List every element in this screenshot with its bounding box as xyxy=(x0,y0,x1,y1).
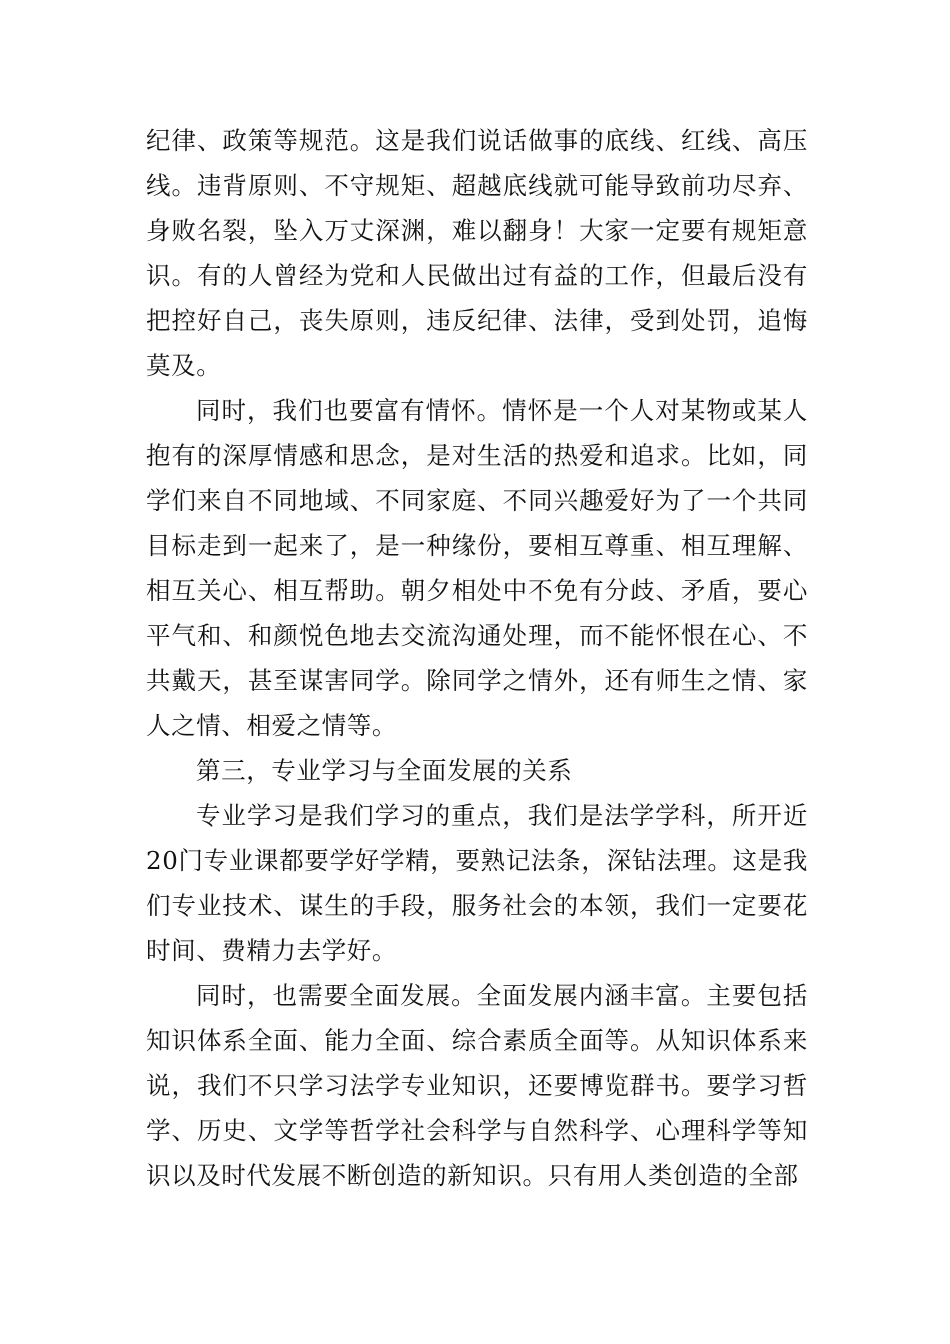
section-heading-third: 第三，专业学习与全面发展的关系 xyxy=(196,756,573,785)
paragraph-professional-study: 专业学习是我们学习的重点，我们是法学学科，所开近20门专业课都要学好学精，要熟记法条，深钻法理。这是我们专业技术、谋生的手段，服务社会的本领，我们一定要花时间、费精力去学好。 xyxy=(146,801,808,965)
paragraph-discipline: 纪律、政策等规范。这是我们说话做事的底线、红线、高压线。违背原则、不守规矩、超越底线就可能导致前功尽弃、身败名裂，坠入万丈深渊，难以翻身！大家一定要有规矩意识。有的人曾经为党和人民做出过有益的工作，但最后没有把控好自己，丧失原则，违反纪律、法律，受到处罚，追悔莫及。 xyxy=(146,126,808,380)
paragraph-feelings: 同时，我们也要富有情怀。情怀是一个人对某物或某人抱有的深厚情感和思念，是对生活的热爱和追求。比如，同学们来自不同地域、不同家庭、不同兴趣爱好为了一个共同目标走到一起来了，是一种缘份，要相互尊重、相互理解、相互关心、相互帮助。朝夕相处中不免有分歧、矛盾，要心平气和、和颜悦色地去交流沟通处理，而不能怀恨在心、不共戴天，甚至谋害同学。除同学之情外，还有师生之情、家人之情、相爱之情等。 xyxy=(146,396,808,740)
document-body xyxy=(146,118,808,1198)
paragraph-all-round-development: 同时，也需要全面发展。全面发展内涵丰富。主要包括知识体系全面、能力全面、综合素质全面等。从知识体系来说，我们不只学习法学专业知识，还要博览群书。要学习哲学、历史、文学等哲学社会科学与自然科学、心理科学等知识以及时代发展不断创造的新知识。只有用人类创造的全部 xyxy=(146,981,808,1190)
